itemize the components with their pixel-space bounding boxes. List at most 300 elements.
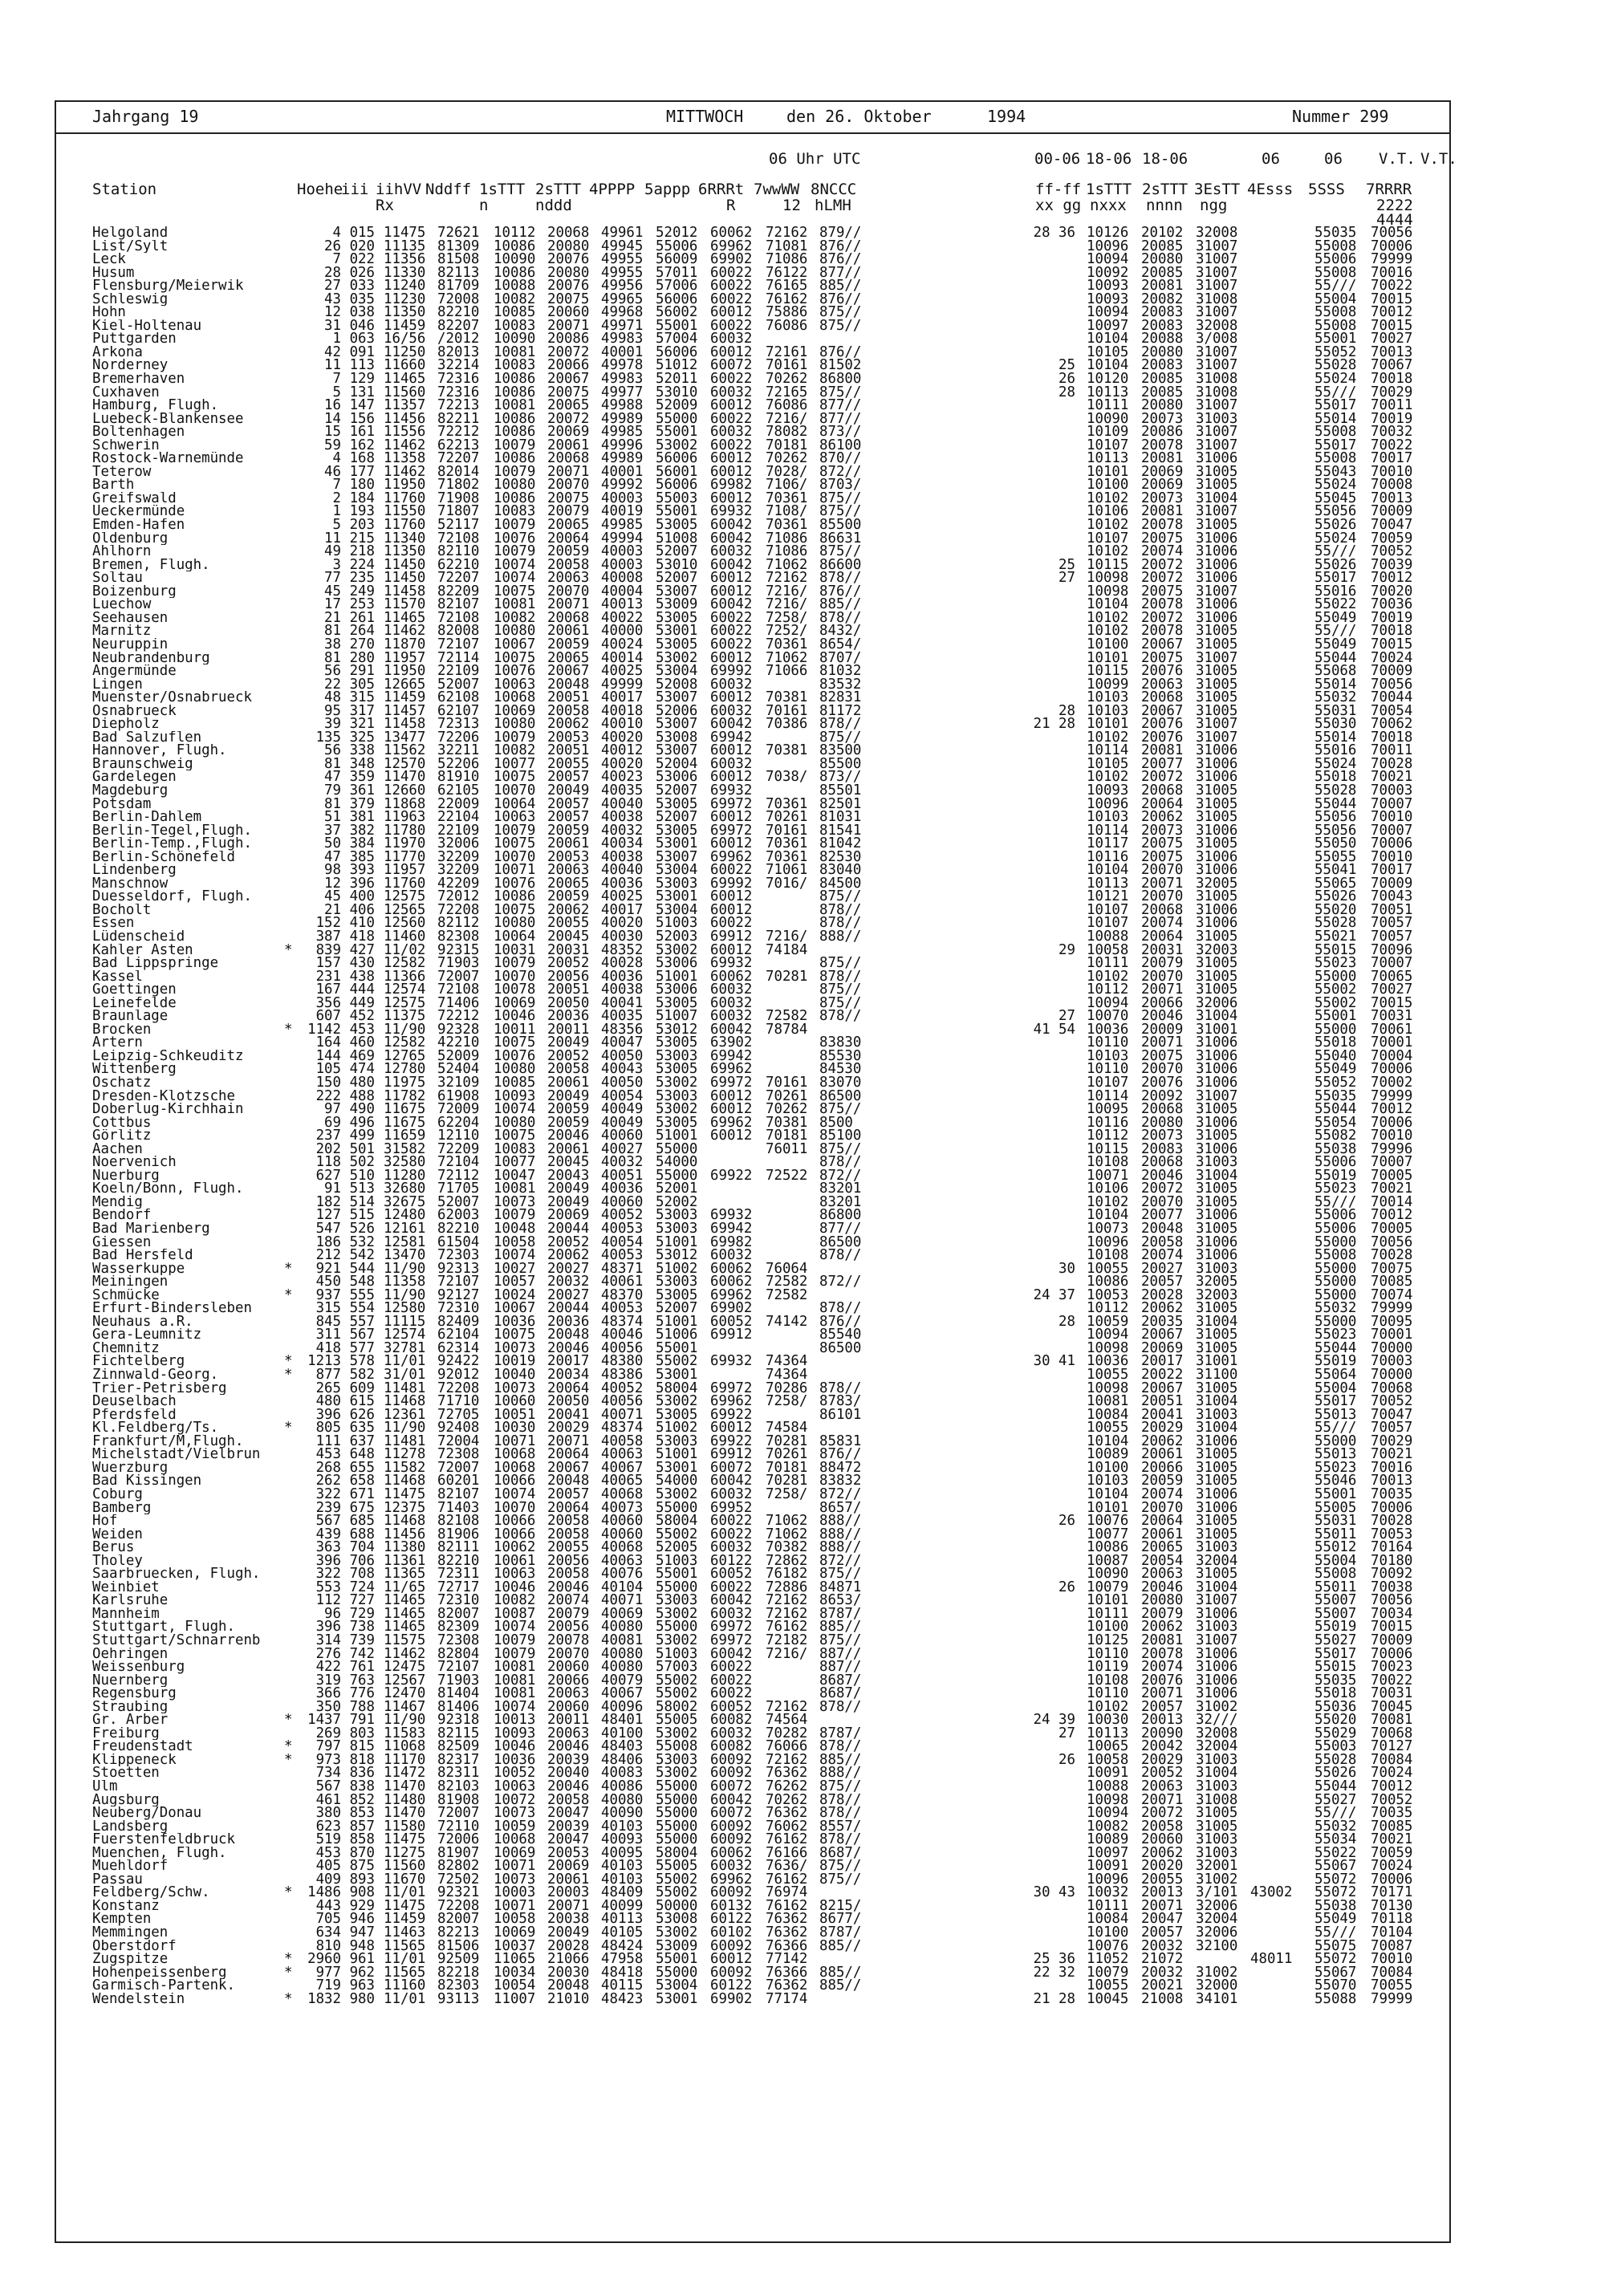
cell-17: 55032 bbox=[1314, 1300, 1357, 1317]
col-subheading-4: 12 bbox=[782, 197, 801, 214]
cell-13: 10110 bbox=[1087, 1645, 1129, 1662]
cell-11: 885// bbox=[819, 1619, 862, 1636]
cell-6: 20062 bbox=[547, 1247, 590, 1264]
cell-4: 92509 bbox=[437, 1951, 480, 1968]
cell-12: 30 43 bbox=[1033, 1884, 1075, 1901]
cell-13: 10087 bbox=[1087, 1552, 1129, 1569]
station-name: Feldberg/Schw. bbox=[92, 1886, 210, 1900]
cell-14: 20076 bbox=[1141, 729, 1184, 746]
table-row bbox=[56, 492, 1449, 506]
cell-8: 53008 bbox=[656, 729, 698, 746]
cell-3: 11465 bbox=[384, 1605, 426, 1622]
cell-18: 70006 bbox=[1371, 1499, 1413, 1516]
cell-7: 40020 bbox=[601, 755, 644, 772]
cell-9: 60052 bbox=[710, 1566, 753, 1583]
cell-14: 20032 bbox=[1141, 1937, 1184, 1954]
cell-2: 738 bbox=[349, 1619, 375, 1636]
cell-11: 8687/ bbox=[819, 1685, 862, 1702]
cell-18: 70127 bbox=[1371, 1738, 1413, 1755]
cell-1: 127 bbox=[315, 1207, 341, 1224]
cell-11: 83201 bbox=[819, 1193, 862, 1210]
cell-8: 53001 bbox=[656, 1367, 698, 1384]
cell-11: 86631 bbox=[819, 530, 862, 547]
cell-10: 70381 bbox=[766, 689, 808, 706]
cell-6: 20055 bbox=[547, 915, 590, 932]
table-row bbox=[56, 1448, 1449, 1461]
cell-1: 212 bbox=[315, 1247, 341, 1264]
cell-17: 55014 bbox=[1314, 729, 1357, 746]
cell-17: 55023 bbox=[1314, 955, 1357, 972]
cell-3: 12161 bbox=[384, 1221, 426, 1237]
cell-14: 20074 bbox=[1141, 1485, 1184, 1502]
cell-15: 31006 bbox=[1196, 1432, 1238, 1449]
cell-17: 55008 bbox=[1314, 304, 1357, 321]
cell-6: 20052 bbox=[547, 1047, 590, 1064]
cell-17: 55019 bbox=[1314, 1619, 1357, 1636]
station-name: Stuttgart/Schnarrenb bbox=[92, 1633, 261, 1648]
cell-14: 20102 bbox=[1141, 225, 1184, 241]
cell-7: 40083 bbox=[601, 1765, 644, 1782]
cell-3: 12565 bbox=[384, 901, 426, 918]
cell-18: 70056 bbox=[1371, 1233, 1413, 1250]
cell-1: 186 bbox=[315, 1233, 341, 1250]
station-name: Cottbus bbox=[92, 1115, 152, 1130]
cell-6: 20065 bbox=[547, 517, 590, 534]
station-name: Freiburg bbox=[92, 1726, 160, 1741]
cell-15: 31005 bbox=[1196, 477, 1238, 494]
cell-17: 55/// bbox=[1314, 1805, 1357, 1822]
cell-2: 396 bbox=[349, 875, 375, 892]
cell-11: 82501 bbox=[819, 795, 862, 812]
cell-15: 31006 bbox=[1196, 609, 1238, 626]
cell-6: 20072 bbox=[547, 343, 590, 360]
cell-1: 1832 bbox=[307, 1990, 341, 2007]
cell-2: 763 bbox=[349, 1672, 375, 1688]
cell-10: 70262 bbox=[766, 1101, 808, 1118]
col-heading-5: 2sTTT bbox=[535, 181, 582, 198]
station-name: Potsdam bbox=[92, 797, 152, 811]
cell-7: 40036 bbox=[601, 968, 644, 985]
cell-17: 55/// bbox=[1314, 384, 1357, 400]
cell-17: 55043 bbox=[1314, 463, 1357, 480]
cell-15: 31003 bbox=[1196, 1539, 1238, 1556]
cell-6: 20057 bbox=[547, 1485, 590, 1502]
cell-10: 76162 bbox=[766, 1831, 808, 1848]
cell-4: 60201 bbox=[437, 1473, 480, 1489]
col-heading-15: 4Esss bbox=[1247, 181, 1294, 198]
cell-18: 70095 bbox=[1371, 1313, 1413, 1330]
table-row bbox=[56, 1966, 1449, 1980]
cell-13: 10114 bbox=[1087, 822, 1129, 839]
cell-1: 396 bbox=[315, 1552, 341, 1569]
cell-14: 20068 bbox=[1141, 782, 1184, 799]
cell-4: 72004 bbox=[437, 1432, 480, 1449]
cell-6: 20046 bbox=[547, 1738, 590, 1755]
cell-7: 48401 bbox=[601, 1712, 644, 1729]
cell-15: 31007 bbox=[1196, 264, 1238, 281]
cell-17: 55015 bbox=[1314, 941, 1357, 958]
cell-15: 31006 bbox=[1196, 570, 1238, 587]
cell-8: 52005 bbox=[656, 1539, 698, 1556]
cell-7: 40113 bbox=[601, 1911, 644, 1928]
cell-9: 60092 bbox=[710, 1964, 753, 1981]
cell-15: 31007 bbox=[1196, 1592, 1238, 1609]
cell-8: 56006 bbox=[656, 343, 698, 360]
cell-15: 31003 bbox=[1196, 410, 1238, 427]
table-row bbox=[56, 1990, 1449, 2007]
cell-1: 319 bbox=[315, 1672, 341, 1688]
cell-13: 10098 bbox=[1087, 1380, 1129, 1396]
station-name: Karlsruhe bbox=[92, 1594, 169, 1607]
cell-6: 20065 bbox=[547, 649, 590, 666]
cell-4: 81309 bbox=[437, 238, 480, 254]
cell-8: 51002 bbox=[656, 1260, 698, 1277]
cell-5: 10070 bbox=[494, 782, 536, 799]
station-name: Muehldorf bbox=[92, 1859, 169, 1873]
cell-10: 7216/ bbox=[766, 596, 808, 613]
cell-14: 20076 bbox=[1141, 716, 1184, 733]
cell-6: 20049 bbox=[547, 782, 590, 799]
cell-3: 11475 bbox=[384, 1831, 426, 1848]
cell-14: 20047 bbox=[1141, 1911, 1184, 1928]
cell-1: 27 bbox=[324, 278, 341, 295]
cell-17: 55016 bbox=[1314, 583, 1357, 599]
cell-12: 24 37 bbox=[1033, 1286, 1075, 1303]
cell-9: 60012 bbox=[710, 689, 753, 706]
cell-7: 40012 bbox=[601, 742, 644, 759]
cell-7: 40096 bbox=[601, 1698, 644, 1715]
cell-3: 11465 bbox=[384, 371, 426, 388]
cell-3: 12375 bbox=[384, 1499, 426, 1516]
cell-6: 20051 bbox=[547, 689, 590, 706]
cell-10: 71062 bbox=[766, 1513, 808, 1530]
cell-2: 704 bbox=[349, 1539, 375, 1556]
cell-8: 53002 bbox=[656, 1725, 698, 1741]
cell-8: 51006 bbox=[656, 1327, 698, 1343]
cell-2: 671 bbox=[349, 1485, 375, 1502]
cell-5: 10074 bbox=[494, 556, 536, 573]
cell-6: 20068 bbox=[547, 450, 590, 467]
cell-17: 55022 bbox=[1314, 1844, 1357, 1861]
cell-5: 10078 bbox=[494, 981, 536, 998]
cell-4: 72212 bbox=[437, 1008, 480, 1025]
cell-10: 77174 bbox=[766, 1990, 808, 2007]
cell-15: 31006 bbox=[1196, 1114, 1238, 1131]
cell-9: 60072 bbox=[710, 1459, 753, 1476]
time-range-2: 18-06 bbox=[1142, 150, 1189, 168]
cell-13: 10120 bbox=[1087, 371, 1129, 388]
cell-4: 92315 bbox=[437, 941, 480, 958]
cell-13: 10098 bbox=[1087, 1339, 1129, 1356]
table-row bbox=[56, 1010, 1449, 1023]
cell-1: 22 bbox=[324, 676, 341, 693]
cell-3: 11358 bbox=[384, 1274, 426, 1290]
cell-15: 32003 bbox=[1196, 941, 1238, 958]
cell-13: 10106 bbox=[1087, 503, 1129, 520]
cell-2: 091 bbox=[349, 343, 375, 360]
table-row bbox=[56, 279, 1449, 293]
cell-7: 40010 bbox=[601, 716, 644, 733]
cell-8: 53010 bbox=[656, 384, 698, 400]
cell-7: 40052 bbox=[601, 1380, 644, 1396]
cell-14: 20063 bbox=[1141, 676, 1184, 693]
cell-4: 72208 bbox=[437, 1897, 480, 1914]
cell-10: 76165 bbox=[766, 278, 808, 295]
cell-10: 72162 bbox=[766, 570, 808, 587]
cell-11: 872// bbox=[819, 1485, 862, 1502]
cell-9: 60122 bbox=[710, 1977, 753, 1994]
cell-10: 7216/ bbox=[766, 1645, 808, 1662]
table-row bbox=[56, 624, 1449, 638]
cell-7: 40086 bbox=[601, 1778, 644, 1794]
cell-5: 10071 bbox=[494, 1858, 536, 1875]
cell-7: 40034 bbox=[601, 835, 644, 852]
cell-9: 69902 bbox=[710, 1300, 753, 1317]
cell-18: 70003 bbox=[1371, 782, 1413, 799]
table-row bbox=[56, 1485, 1449, 1502]
cell-13: 10121 bbox=[1087, 888, 1129, 905]
cell-9: 60052 bbox=[710, 1698, 753, 1715]
cell-2: 685 bbox=[349, 1513, 375, 1530]
cell-4: 81404 bbox=[437, 1685, 480, 1702]
cell-1: 28 bbox=[324, 264, 341, 281]
cell-18: 70035 bbox=[1371, 1485, 1413, 1502]
cell-5: 10075 bbox=[494, 583, 536, 599]
cell-5: 10059 bbox=[494, 1818, 536, 1835]
cell-2: 490 bbox=[349, 1101, 375, 1118]
cell-10: 76362 bbox=[766, 1765, 808, 1782]
cell-18: 70087 bbox=[1371, 1937, 1413, 1954]
cell-9: 60012 bbox=[710, 490, 753, 506]
cell-15: 31005 bbox=[1196, 1526, 1238, 1542]
cell-13: 10104 bbox=[1087, 1432, 1129, 1449]
cell-14: 20064 bbox=[1141, 928, 1184, 945]
cell-11: 875// bbox=[819, 317, 862, 334]
cell-9: 69962 bbox=[710, 848, 753, 865]
cell-15: 31003 bbox=[1196, 1619, 1238, 1636]
cell-4: 72316 bbox=[437, 371, 480, 388]
cell-17: 55050 bbox=[1314, 835, 1357, 852]
cell-1: 95 bbox=[324, 702, 341, 719]
cell-12: 29 bbox=[1058, 941, 1075, 958]
cell-13: 10101 bbox=[1087, 649, 1129, 666]
cell-17: 55022 bbox=[1314, 596, 1357, 613]
station-name: Bendorf bbox=[92, 1209, 152, 1223]
cell-2: 325 bbox=[349, 729, 375, 746]
cell-14: 20081 bbox=[1141, 450, 1184, 467]
cell-2: 532 bbox=[349, 1233, 375, 1250]
cell-6: 20063 bbox=[547, 1725, 590, 1741]
cell-17: 55017 bbox=[1314, 570, 1357, 587]
cell-6: 20059 bbox=[547, 543, 590, 560]
cell-18: 70055 bbox=[1371, 1977, 1413, 1994]
cell-5: 10079 bbox=[494, 1632, 536, 1648]
cell-13: 10094 bbox=[1087, 304, 1129, 321]
cell-7: 49992 bbox=[601, 477, 644, 494]
cell-3: 13477 bbox=[384, 729, 426, 746]
cell-17: 55046 bbox=[1314, 1473, 1357, 1489]
cell-3: 11582 bbox=[384, 1459, 426, 1476]
cell-1: 396 bbox=[315, 1406, 341, 1423]
station-name: Bad Marienberg bbox=[92, 1222, 210, 1236]
cell-17: 55056 bbox=[1314, 822, 1357, 839]
cell-3: 11358 bbox=[384, 450, 426, 467]
cell-9: 69902 bbox=[710, 251, 753, 268]
cell-15: 31007 bbox=[1196, 424, 1238, 441]
cell-14: 20058 bbox=[1141, 1818, 1184, 1835]
cell-7: 40043 bbox=[601, 1061, 644, 1078]
station-name: Lüdenscheid bbox=[92, 929, 185, 944]
cell-3: 11950 bbox=[384, 663, 426, 680]
cell-17: 55035 bbox=[1314, 1087, 1357, 1104]
cell-10: 74584 bbox=[766, 1420, 808, 1437]
cell-10: 7258/ bbox=[766, 609, 808, 626]
cell-1: 59 bbox=[324, 437, 341, 453]
station-name: Braunschweig bbox=[92, 757, 193, 771]
cell-6: 20049 bbox=[547, 1034, 590, 1051]
cell-4: 52007 bbox=[437, 676, 480, 693]
weekday-label: MITTWOCH bbox=[666, 107, 744, 126]
cell-17: 55072 bbox=[1314, 1951, 1357, 1968]
cell-6: 20067 bbox=[547, 371, 590, 388]
cell-18: 70045 bbox=[1371, 1698, 1413, 1715]
cell-5: 10069 bbox=[494, 1844, 536, 1861]
cell-14: 20083 bbox=[1141, 304, 1184, 321]
cell-9: 69922 bbox=[710, 1167, 753, 1184]
cell-17: 55001 bbox=[1314, 1485, 1357, 1502]
cell-18: 70000 bbox=[1371, 1367, 1413, 1384]
cell-3: 11350 bbox=[384, 543, 426, 560]
cell-3: 12560 bbox=[384, 915, 426, 932]
cell-8: 58002 bbox=[656, 1698, 698, 1715]
cell-2: 015 bbox=[349, 225, 375, 241]
cell-7: 40052 bbox=[601, 1207, 644, 1224]
cell-18: 70021 bbox=[1371, 1446, 1413, 1463]
cell-18: 70180 bbox=[1371, 1552, 1413, 1569]
cell-9: 60052 bbox=[710, 1313, 753, 1330]
cell-5: 10079 bbox=[494, 729, 536, 746]
cell-7: 40073 bbox=[601, 1499, 644, 1516]
cell-14: 20072 bbox=[1141, 556, 1184, 573]
cell-9: 60022 bbox=[710, 317, 753, 334]
col-subheading-3: R bbox=[726, 197, 736, 214]
cell-18: 70017 bbox=[1371, 450, 1413, 467]
cell-8: 53006 bbox=[656, 769, 698, 786]
cell-6: 20047 bbox=[547, 1831, 590, 1848]
date-label: den 26. Oktober bbox=[786, 107, 932, 126]
cell-4: 81910 bbox=[437, 769, 480, 786]
cell-18: 70054 bbox=[1371, 702, 1413, 719]
cell-9: 60032 bbox=[710, 331, 753, 347]
cell-17: 55000 bbox=[1314, 1286, 1357, 1303]
cell-3: 11250 bbox=[384, 343, 426, 360]
cell-17: 55000 bbox=[1314, 1432, 1357, 1449]
cell-1: 98 bbox=[324, 862, 341, 879]
cell-9: 60072 bbox=[710, 357, 753, 374]
station-name: Boltenhagen bbox=[92, 425, 185, 439]
cell-11: 875// bbox=[819, 729, 862, 746]
cell-18: 70012 bbox=[1371, 304, 1413, 321]
cell-3: 11975 bbox=[384, 1075, 426, 1091]
cell-9: 69912 bbox=[710, 1446, 753, 1463]
station-name: Teterow bbox=[92, 465, 152, 479]
cell-8: 55000 bbox=[656, 1499, 698, 1516]
cell-18: 70051 bbox=[1371, 901, 1413, 918]
cell-3: 11458 bbox=[384, 583, 426, 599]
col-subheading-10: 2222 bbox=[1376, 197, 1413, 214]
cell-14: 20071 bbox=[1141, 875, 1184, 892]
col-subheading-1: n bbox=[479, 197, 489, 214]
cell-4: 71406 bbox=[437, 994, 480, 1011]
cell-8: 52007 bbox=[656, 782, 698, 799]
mountain-station-marker: * bbox=[284, 1353, 293, 1370]
cell-7: 49977 bbox=[601, 384, 644, 400]
cell-5: 10081 bbox=[494, 1181, 536, 1197]
cell-2: 948 bbox=[349, 1937, 375, 1954]
cell-3: 11465 bbox=[384, 1619, 426, 1636]
cell-13: 10112 bbox=[1087, 1128, 1129, 1144]
cell-3: 12574 bbox=[384, 981, 426, 998]
cell-10: 78784 bbox=[766, 1021, 808, 1038]
cell-17: 55023 bbox=[1314, 1459, 1357, 1476]
cell-5: 10088 bbox=[494, 278, 536, 295]
cell-7: 48370 bbox=[601, 1286, 644, 1303]
cell-12: 26 bbox=[1058, 371, 1075, 388]
cell-4: 82013 bbox=[437, 343, 480, 360]
cell-8: 53012 bbox=[656, 1021, 698, 1038]
cell-7: 40001 bbox=[601, 343, 644, 360]
cell-9: 69912 bbox=[710, 1327, 753, 1343]
cell-2: 338 bbox=[349, 742, 375, 759]
cell-17: 55006 bbox=[1314, 1207, 1357, 1224]
table-row bbox=[56, 717, 1449, 731]
cell-8: 51003 bbox=[656, 1645, 698, 1662]
cell-2: 359 bbox=[349, 769, 375, 786]
station-name: Berlin-Schönefeld bbox=[92, 850, 235, 864]
table-row bbox=[56, 1897, 1449, 1914]
cell-6: 20052 bbox=[547, 1233, 590, 1250]
table-row bbox=[56, 957, 1449, 970]
cell-18: 70164 bbox=[1371, 1539, 1413, 1556]
cell-10: 70161 bbox=[766, 1075, 808, 1091]
cell-13: 10110 bbox=[1087, 1061, 1129, 1078]
issue-number: Nummer 299 bbox=[1292, 107, 1389, 126]
cell-11: 878// bbox=[819, 1698, 862, 1715]
cell-7: 40025 bbox=[601, 663, 644, 680]
cell-13: 10101 bbox=[1087, 716, 1129, 733]
cell-8: 53005 bbox=[656, 795, 698, 812]
cell-2: 218 bbox=[349, 543, 375, 560]
cell-9: 60022 bbox=[710, 915, 753, 932]
cell-8: 53005 bbox=[656, 994, 698, 1011]
cell-7: 40038 bbox=[601, 848, 644, 865]
cell-3: 11463 bbox=[384, 1924, 426, 1940]
cell-13: 10115 bbox=[1087, 663, 1129, 680]
cell-17: 55044 bbox=[1314, 1339, 1357, 1356]
cell-7: 49965 bbox=[601, 291, 644, 307]
table-row bbox=[56, 1844, 1449, 1861]
mountain-station-marker: * bbox=[284, 1990, 293, 2007]
cell-18: 70006 bbox=[1371, 1645, 1413, 1662]
cell-18: 70052 bbox=[1371, 1393, 1413, 1410]
cell-1: 265 bbox=[315, 1380, 341, 1396]
station-name: Deuselbach bbox=[92, 1395, 177, 1408]
cell-6: 20064 bbox=[547, 530, 590, 547]
table-row bbox=[56, 1740, 1449, 1753]
cell-7: 49996 bbox=[601, 437, 644, 453]
col-heading-2: iihVV bbox=[376, 181, 422, 198]
cell-1: 43 bbox=[324, 291, 341, 307]
